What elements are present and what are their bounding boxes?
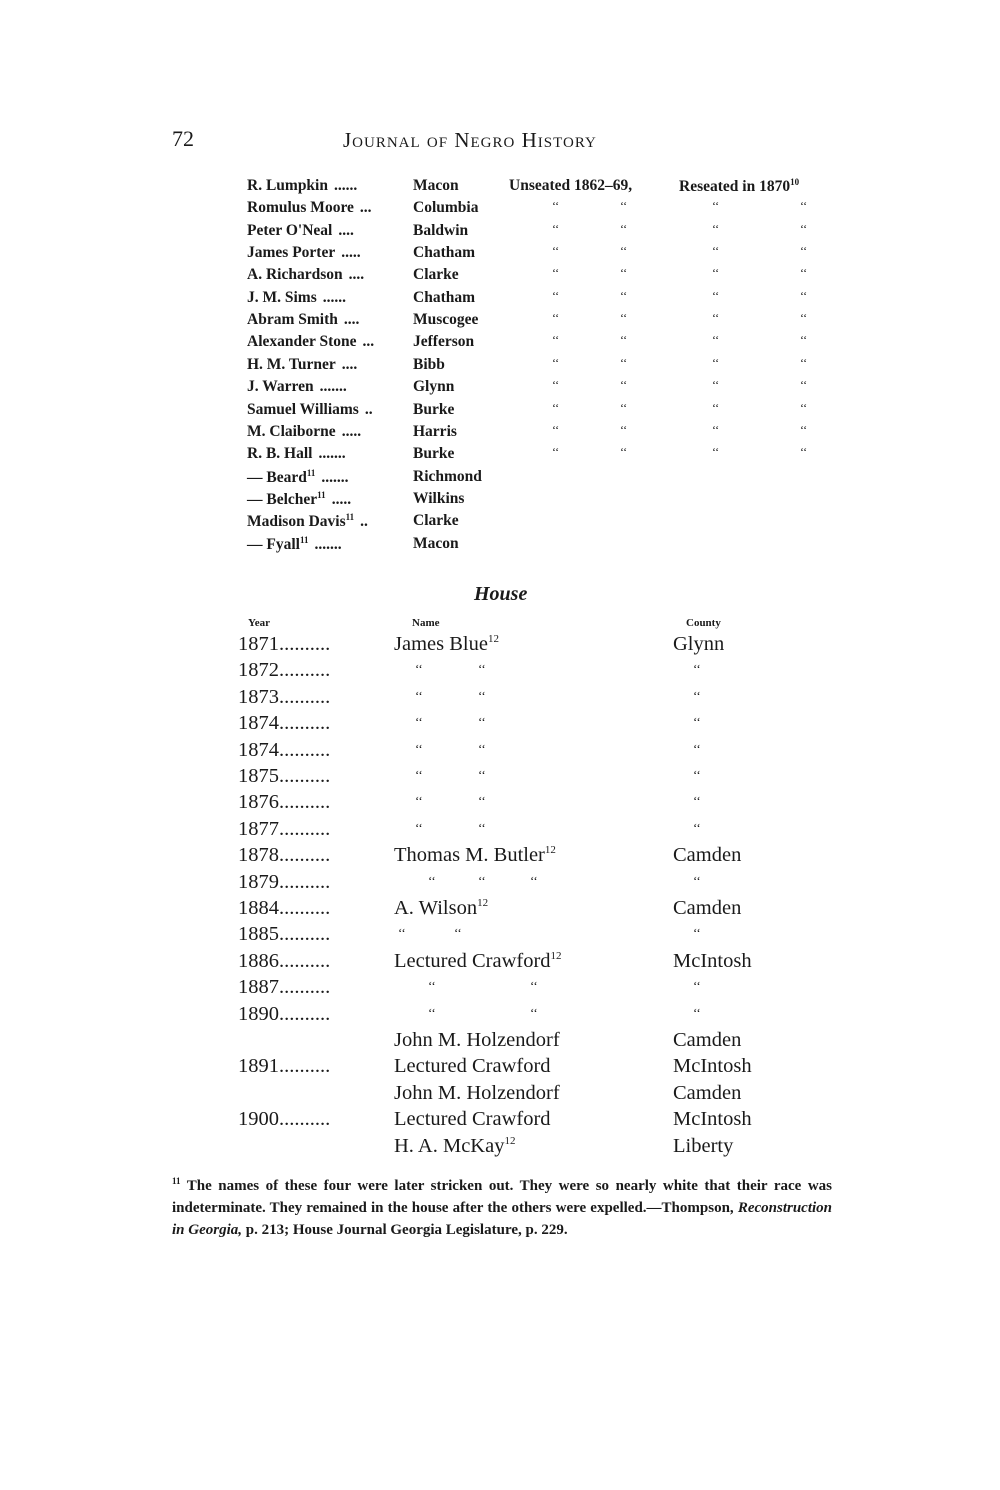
house-member-name <box>394 1108 551 1131</box>
house-year <box>238 976 330 999</box>
house-year <box>238 659 330 682</box>
senator-name: A. Richardson .... <box>247 266 365 283</box>
senator-name: Samuel Williams .. <box>247 401 373 418</box>
ditto-mark: ‘‘ <box>800 401 808 415</box>
house-county: Camden <box>673 1029 742 1051</box>
house-year <box>238 633 330 656</box>
senate-status-col2-text: Reseated in 1870 <box>679 178 791 196</box>
ditto-mark: ‘‘ <box>800 289 808 303</box>
ditto-mark: ‘‘ <box>552 222 560 236</box>
leader-dots: ..... <box>341 244 361 261</box>
member-name-text: John M. Holzendorf <box>394 1082 560 1104</box>
ditto-mark: ‘‘ <box>552 266 560 280</box>
leader-dots: .. <box>360 513 368 531</box>
senator-county: Richmond <box>413 468 482 485</box>
leader-dots: ...... <box>333 177 358 194</box>
senator-name: M. Claiborne ..... <box>247 423 362 440</box>
senator-county: Bibb <box>413 356 445 373</box>
year-value: 1887 <box>238 976 279 998</box>
ditto-mark: ‘‘ <box>693 873 701 888</box>
senator-name: Abram Smith .... <box>247 311 360 328</box>
ditto-mark: ‘‘ <box>478 873 486 888</box>
senator-county: Burke <box>413 445 455 462</box>
leader-dots: .......... <box>279 791 331 813</box>
leader-dots: .... <box>338 222 354 239</box>
leader-dots: .... <box>348 266 365 283</box>
ditto-mark: ‘‘ <box>552 401 560 415</box>
ditto-mark: ‘‘ <box>552 289 560 303</box>
ditto-mark: ‘‘ <box>552 356 560 370</box>
year-value: 1874 <box>238 712 279 734</box>
house-county: Glynn <box>673 633 725 655</box>
year-value: 1891 <box>238 1055 279 1077</box>
page-number: 72 <box>172 126 194 151</box>
year-value: 1879 <box>238 871 279 893</box>
senator-county: Chatham <box>413 244 476 261</box>
ditto-mark: ‘‘ <box>552 445 560 459</box>
ditto-mark: ‘‘ <box>800 311 808 325</box>
ditto-mark: ‘‘ <box>693 714 701 729</box>
ditto-mark: ‘‘ <box>454 925 462 940</box>
senator-county: Columbia <box>413 199 479 216</box>
leader-dots: .......... <box>279 1055 331 1077</box>
ditto-mark: ‘‘ <box>620 289 628 303</box>
senator-county: Clarke <box>413 512 459 529</box>
member-name-text: A. Wilson <box>394 897 478 919</box>
ditto-mark: ‘‘ <box>620 378 628 392</box>
ditto-mark: ‘‘ <box>620 244 628 258</box>
leader-dots: ..... <box>341 423 362 440</box>
ditto-mark: ‘‘ <box>712 378 720 392</box>
house-county: Camden <box>673 844 742 866</box>
year-value: 1886 <box>238 950 279 972</box>
ditto-mark: ‘‘ <box>620 311 628 325</box>
senator-name: James Porter ..... <box>247 244 361 261</box>
ditto-mark: ‘‘ <box>478 714 486 729</box>
house-heading: House <box>474 583 528 605</box>
leader-dots: ..... <box>331 491 352 509</box>
member-name-text: James Blue <box>394 633 488 655</box>
footnote <box>172 1170 832 1241</box>
leader-dots: .......... <box>279 765 331 787</box>
ditto-mark: ‘‘ <box>800 378 808 392</box>
ditto-mark: ‘‘ <box>415 688 423 703</box>
ditto-mark: ‘‘ <box>478 820 486 835</box>
leader-dots: .......... <box>279 659 331 681</box>
leader-dots: .......... <box>279 739 331 761</box>
ditto-mark: ‘‘ <box>712 222 720 236</box>
senator-name: R. B. Hall ....... <box>247 445 346 462</box>
senator-county: Macon <box>413 535 459 552</box>
ditto-mark: ‘‘ <box>552 378 560 392</box>
ditto-mark: ‘‘ <box>478 741 486 756</box>
ditto-mark: ‘‘ <box>712 311 720 325</box>
ditto-mark: ‘‘ <box>712 199 720 213</box>
ditto-mark: ‘‘ <box>415 767 423 782</box>
leader-dots: .......... <box>279 950 331 972</box>
house-county: Camden <box>673 897 742 919</box>
ditto-mark: ‘‘ <box>530 1005 538 1020</box>
footnote-ref: 11 <box>345 512 355 522</box>
ditto-mark: ‘‘ <box>552 311 560 325</box>
house-year <box>238 686 330 709</box>
leader-dots: ....... <box>319 378 347 395</box>
senator-county: Macon <box>413 177 459 194</box>
senator-name: — Belcher$^{11}$ ..... <box>247 490 352 509</box>
house-year <box>238 1055 330 1078</box>
footnote-ref: 11 <box>306 468 316 478</box>
ditto-mark: ‘‘ <box>530 978 538 993</box>
leader-dots: ... <box>362 333 375 350</box>
footnote-marker: 11 <box>172 1176 181 1186</box>
senator-county: Glynn <box>413 378 455 395</box>
leader-dots: .......... <box>279 897 331 919</box>
senator-name: H. M. Turner .... <box>247 356 358 373</box>
senator-name: Alexander Stone ... <box>247 333 375 350</box>
member-name-text: Lectured Crawford <box>394 950 551 972</box>
leader-dots: ....... <box>318 445 346 462</box>
senator-county: Clarke <box>413 266 459 283</box>
ditto-mark: ‘‘ <box>693 793 701 808</box>
ditto-mark: ‘‘ <box>478 688 486 703</box>
ditto-mark: ‘‘ <box>620 356 628 370</box>
leader-dots: .......... <box>279 1003 331 1025</box>
year-value: 1885 <box>238 923 279 945</box>
ditto-mark: ‘‘ <box>712 423 720 437</box>
house-member-name <box>394 844 556 867</box>
house-member-name <box>394 1135 515 1158</box>
house-year <box>238 950 330 973</box>
house-col-county: County <box>686 617 721 629</box>
ditto-mark: ‘‘ <box>712 289 720 303</box>
house-member-name <box>394 950 562 973</box>
senator-county: Wilkins <box>413 490 465 507</box>
leader-dots: .... <box>343 311 360 328</box>
member-name-text: H. A. McKay <box>394 1135 505 1157</box>
senator-name: Madison Davis$^{11}$ .. <box>247 512 368 531</box>
ditto-mark: ‘‘ <box>552 199 560 213</box>
leader-dots: ...... <box>322 289 346 306</box>
senator-county: Chatham <box>413 289 476 306</box>
senate-status-footnote-ref: 10 <box>790 177 800 187</box>
house-year <box>238 818 330 841</box>
senator-county: Jefferson <box>413 333 475 350</box>
ditto-mark: ‘‘ <box>620 423 628 437</box>
ditto-mark: ‘‘ <box>620 401 628 415</box>
leader-dots: .......... <box>279 871 331 893</box>
ditto-mark: ‘‘ <box>800 356 808 370</box>
leader-dots: .......... <box>279 923 331 945</box>
year-value: 1876 <box>238 791 279 813</box>
leader-dots: ....... <box>321 469 349 487</box>
ditto-mark: ‘‘ <box>693 767 701 782</box>
house-county: McIntosh <box>673 950 752 972</box>
senator-county: Baldwin <box>413 222 469 239</box>
ditto-mark: ‘‘ <box>620 445 628 459</box>
ditto-mark: ‘‘ <box>712 356 720 370</box>
footnote-book-title: Reconstruction in Georgia, <box>172 1200 832 1238</box>
leader-dots: ....... <box>314 536 342 554</box>
ditto-mark: ‘‘ <box>552 244 560 258</box>
ditto-mark: ‘‘ <box>693 820 701 835</box>
member-name-text: Thomas M. Butler <box>394 844 545 866</box>
house-year <box>238 791 330 814</box>
ditto-mark: ‘‘ <box>398 925 406 940</box>
house-year <box>238 1108 330 1131</box>
senator-name: — Fyall$^{11}$ ....... <box>247 535 342 554</box>
ditto-mark: ‘‘ <box>620 222 628 236</box>
ditto-mark: ‘‘ <box>693 661 701 676</box>
house-year <box>238 923 330 946</box>
senator-name: Peter O'Neal .... <box>247 222 354 239</box>
leader-dots: ... <box>359 199 372 216</box>
house-year <box>238 897 330 920</box>
house-county: McIntosh <box>673 1108 752 1130</box>
ditto-mark: ‘‘ <box>530 873 538 888</box>
leader-dots: .......... <box>279 686 331 708</box>
year-value: 1875 <box>238 765 279 787</box>
ditto-mark: ‘‘ <box>478 767 486 782</box>
ditto-mark: ‘‘ <box>415 820 423 835</box>
year-value: 1872 <box>238 659 279 681</box>
footnote-ref: 12 <box>550 950 562 963</box>
ditto-mark: ‘‘ <box>415 714 423 729</box>
ditto-mark: ‘‘ <box>800 333 808 347</box>
house-member-name <box>394 897 488 920</box>
ditto-mark: ‘‘ <box>620 333 628 347</box>
ditto-mark: ‘‘ <box>620 199 628 213</box>
house-col-name: Name <box>412 617 440 629</box>
house-year <box>238 765 330 788</box>
ditto-mark: ‘‘ <box>693 741 701 756</box>
house-year <box>238 1003 330 1026</box>
year-value: 1890 <box>238 1003 279 1025</box>
footnote-ref: 12 <box>544 844 556 857</box>
footnote-ref: 11 <box>317 490 326 500</box>
house-col-year: Year <box>248 617 270 629</box>
ditto-mark: ‘‘ <box>428 978 436 993</box>
ditto-mark: ‘‘ <box>415 661 423 676</box>
house-county: Liberty <box>673 1135 734 1157</box>
leader-dots: .... <box>341 356 358 373</box>
leader-dots: .......... <box>279 976 331 998</box>
leader-dots: .......... <box>279 844 331 866</box>
year-value: 1873 <box>238 686 279 708</box>
ditto-mark: ‘‘ <box>428 873 436 888</box>
leader-dots: .......... <box>279 1108 331 1130</box>
senator-name: J. Warren ....... <box>247 378 347 395</box>
senator-name: — Beard$^{11}$ ....... <box>247 468 349 487</box>
senator-county: Harris <box>413 423 457 440</box>
ditto-mark: ‘‘ <box>478 793 486 808</box>
ditto-mark: ‘‘ <box>800 266 808 280</box>
ditto-mark: ‘‘ <box>552 423 560 437</box>
house-county: McIntosh <box>673 1055 752 1077</box>
ditto-mark: ‘‘ <box>693 978 701 993</box>
ditto-mark: ‘‘ <box>693 925 701 940</box>
leader-dots: .......... <box>279 712 331 734</box>
member-name-text: Lectured Crawford <box>394 1055 551 1077</box>
ditto-mark: ‘‘ <box>800 244 808 258</box>
ditto-mark: ‘‘ <box>712 401 720 415</box>
ditto-mark: ‘‘ <box>712 333 720 347</box>
ditto-mark: ‘‘ <box>693 688 701 703</box>
house-member-name <box>394 1082 560 1105</box>
footnote-ref: 12 <box>477 897 489 910</box>
footnote-text-after: p. 213; House Journal Georgia Legislature, p. 229. <box>245 1222 568 1238</box>
senate-status-col2 <box>679 177 799 196</box>
year-value: 1871 <box>238 633 279 655</box>
member-name-text: John M. Holzendorf <box>394 1029 560 1051</box>
footnote-ref: 12 <box>487 633 499 646</box>
running-title: Journal of Negro History <box>343 128 597 152</box>
ditto-mark: ‘‘ <box>800 199 808 213</box>
house-county: Camden <box>673 1082 742 1104</box>
ditto-mark: ‘‘ <box>428 1005 436 1020</box>
leader-dots: .......... <box>279 633 331 655</box>
house-member-name <box>394 633 499 656</box>
year-value: 1900 <box>238 1108 279 1130</box>
senator-county: Muscogee <box>413 311 479 328</box>
ditto-mark: ‘‘ <box>415 793 423 808</box>
house-member-name <box>394 1029 560 1052</box>
year-value: 1874 <box>238 739 279 761</box>
ditto-mark: ‘‘ <box>800 445 808 459</box>
ditto-mark: ‘‘ <box>712 244 720 258</box>
ditto-mark: ‘‘ <box>800 423 808 437</box>
house-year <box>238 844 330 867</box>
house-year <box>238 712 330 735</box>
year-value: 1884 <box>238 897 279 919</box>
house-year <box>238 871 330 894</box>
footnote-text: The names of these four were later stricken out. They were so nearly white that their race was indeterminate. They remained in the house after the others were expelled.—Thompson, <box>172 1178 832 1216</box>
house-year <box>238 739 330 762</box>
ditto-mark: ‘‘ <box>800 222 808 236</box>
house-member-name <box>394 1055 551 1078</box>
year-value: 1878 <box>238 844 279 866</box>
ditto-mark: ‘‘ <box>415 741 423 756</box>
leader-dots: .......... <box>279 818 331 840</box>
ditto-mark: ‘‘ <box>712 266 720 280</box>
leader-dots: .. <box>364 401 373 418</box>
ditto-mark: ‘‘ <box>478 661 486 676</box>
ditto-mark: ‘‘ <box>693 1005 701 1020</box>
year-value: 1877 <box>238 818 279 840</box>
senator-name: J. M. Sims ...... <box>247 289 346 306</box>
senator-county: Burke <box>413 401 455 418</box>
ditto-mark: ‘‘ <box>620 266 628 280</box>
senator-name: Romulus Moore ... <box>247 199 372 216</box>
footnote-ref: 12 <box>504 1135 516 1148</box>
senator-name: R. Lumpkin ...... <box>247 177 358 194</box>
senate-status-col1: Unseated 1862–69, <box>509 177 633 194</box>
ditto-mark: ‘‘ <box>712 445 720 459</box>
member-name-text: Lectured Crawford <box>394 1108 551 1130</box>
ditto-mark: ‘‘ <box>552 333 560 347</box>
footnote-ref: 11 <box>299 535 309 545</box>
